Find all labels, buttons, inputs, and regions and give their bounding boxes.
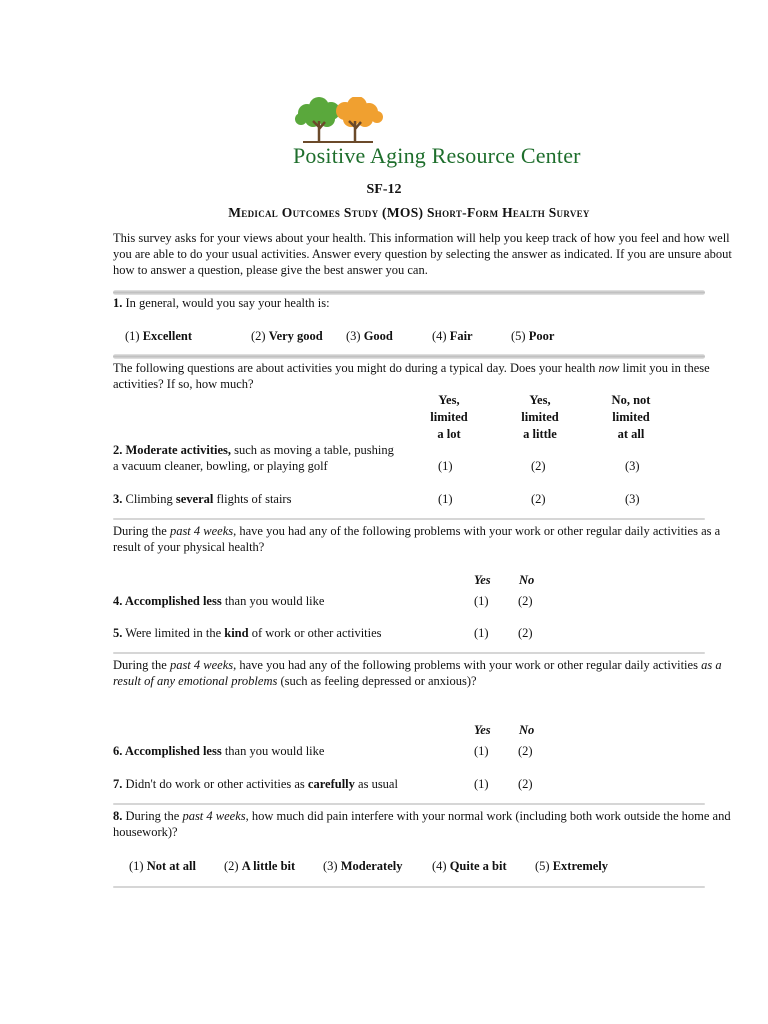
q5-option-yes[interactable]: (1): [474, 626, 489, 640]
question-7: 7. Didn't do work or other activities as carefully as usual: [113, 777, 398, 791]
survey-code: SF-12: [366, 182, 402, 197]
separator: [113, 354, 705, 359]
separator: [113, 652, 705, 654]
separator: [113, 886, 705, 888]
q7-option-no[interactable]: (2): [518, 777, 533, 791]
q6-option-no[interactable]: (2): [518, 744, 533, 758]
q2-option-1[interactable]: (1): [438, 459, 453, 473]
header-yes: Yes: [474, 723, 491, 737]
q4-option-no[interactable]: (2): [518, 594, 533, 608]
header-limited-a-little: Yes, limited a little: [521, 393, 559, 441]
question-4: 4. Accomplished less than you would like: [113, 594, 325, 608]
separator: [113, 518, 705, 520]
question-5: 5. Were limited in the kind of work or other activities: [113, 626, 382, 640]
q7-option-yes[interactable]: (1): [474, 777, 489, 791]
q8-option-2[interactable]: (2) A little bit: [224, 859, 296, 873]
question-6: 6. Accomplished less than you would like: [113, 744, 325, 758]
separator: [113, 803, 705, 805]
header-yes: Yes: [474, 573, 491, 587]
q8-option-1[interactable]: (1) Not at all: [129, 859, 197, 873]
emotional-intro: During the past 4 weeks, have you had any of the following problems with your work or other regular daily activities as a result of any emotional problems (such as feeling depressed or anxious)?: [113, 658, 722, 688]
q6-option-yes[interactable]: (1): [474, 744, 489, 758]
q2-option-3[interactable]: (3): [625, 459, 640, 473]
q3-option-3[interactable]: (3): [625, 492, 640, 506]
logo-text: Positive Aging Resource Center: [293, 143, 581, 168]
logo: [293, 97, 581, 177]
activities-intro: The following questions are about activities you might do during a typical day. Does your health now limit you in these activities? If so, how much?: [113, 361, 710, 391]
q1-option-1[interactable]: (1) Excellent: [125, 329, 192, 343]
q1-option-2[interactable]: (2) Very good: [251, 329, 323, 343]
intro-paragraph: This survey asks for your views about your health. This information will help you keep track of how you feel and how well you are able to do your usual activities. Answer every question by selecting the answer as indicated. If you are unsure about how to answer a question, please give the best answer you can.: [113, 231, 732, 277]
q8-option-3[interactable]: (3) Moderately: [323, 859, 403, 873]
header-no: No: [519, 723, 535, 737]
header-limited-a-lot: Yes, limited a lot: [430, 393, 468, 441]
header-not-limited: No, not limited at all: [611, 393, 651, 441]
physical-intro: During the past 4 weeks, have you had any of the following problems with your work or other regular daily activities as a result of your physical health?: [113, 524, 721, 554]
q2-option-2[interactable]: (2): [531, 459, 546, 473]
question-1: 1. In general, would you say your health is:: [113, 296, 330, 310]
question-3: 3. Climbing several flights of stairs: [113, 492, 292, 506]
q8-option-5[interactable]: (5) Extremely: [535, 859, 609, 873]
q5-option-no[interactable]: (2): [518, 626, 533, 640]
q1-option-5[interactable]: (5) Poor: [511, 329, 555, 343]
q3-option-2[interactable]: (2): [531, 492, 546, 506]
q4-option-yes[interactable]: (1): [474, 594, 489, 608]
header-no: No: [519, 573, 535, 587]
tree-logo-icon: [293, 97, 393, 145]
question-2: 2. Moderate activities, such as moving a table, pushing a vacuum cleaner, bowling, or playing golf: [113, 443, 394, 473]
survey-title: Medical Outcomes Study (MOS) Short-Form Health Survey: [228, 205, 590, 220]
q1-option-4[interactable]: (4) Fair: [432, 329, 473, 343]
q1-option-3[interactable]: (3) Good: [346, 329, 393, 343]
q8-option-4[interactable]: (4) Quite a bit: [432, 859, 507, 873]
q3-option-1[interactable]: (1): [438, 492, 453, 506]
question-8: 8. During the past 4 weeks, how much did pain interfere with your normal work (including both work outside the home and housework)?: [113, 809, 731, 839]
